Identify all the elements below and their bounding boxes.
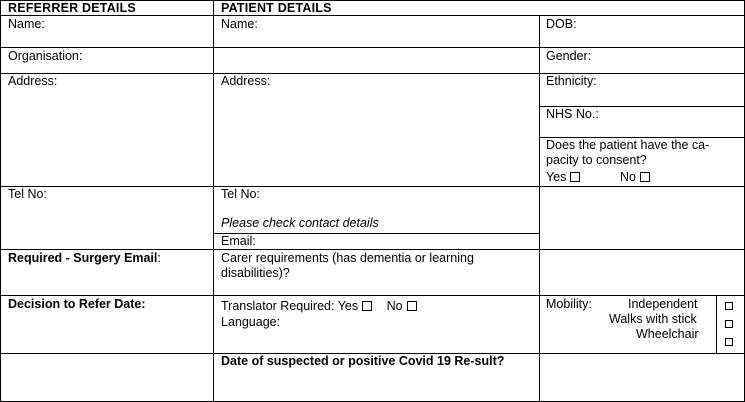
ethnicity-label: Ethnicity: bbox=[546, 74, 597, 88]
gender-label: Gender: bbox=[546, 49, 592, 63]
decision-to-refer-date-label: Decision to Refer Date: bbox=[8, 297, 146, 311]
check-contact-note: Please check contact details bbox=[221, 216, 379, 230]
mobility-label: Mobility: bbox=[546, 297, 592, 311]
referrer-name-label: Name: bbox=[8, 17, 45, 31]
referrer-address-label: Address: bbox=[8, 74, 58, 88]
mobility-option-wheelchair: Wheelchair bbox=[636, 327, 699, 341]
patient-details-header: PATIENT DETAILS bbox=[221, 1, 332, 15]
capacity-yes-label: Yes bbox=[546, 170, 567, 184]
surgery-email-label bbox=[8, 251, 161, 266]
row-divider bbox=[0, 73, 745, 74]
mobility-option-walks-with-stick: Walks with stick bbox=[609, 312, 697, 326]
dob-label: DOB: bbox=[546, 17, 577, 31]
mobility-option-independent: Independent bbox=[628, 297, 698, 311]
surgery-email-colon: : bbox=[157, 251, 161, 265]
nhs-number-label: NHS No.: bbox=[546, 107, 599, 121]
row-divider bbox=[0, 249, 745, 250]
referrer-organisation-label: Organisation: bbox=[8, 49, 83, 63]
capacity-yes-checkbox[interactable] bbox=[570, 172, 580, 182]
surgery-email-label-text: Required - Surgery Email bbox=[8, 251, 158, 265]
row-divider bbox=[0, 295, 745, 296]
mobility-checkbox-divider bbox=[716, 295, 717, 353]
covid-result-date-label: Date of suspected or positive Covid 19 Re-sult? bbox=[221, 354, 505, 368]
capacity-consent-question: Does the patient have the ca-pacity to consent? bbox=[546, 138, 710, 167]
language-label: Language: bbox=[221, 315, 281, 329]
translator-yes-checkbox[interactable] bbox=[362, 301, 372, 311]
row-divider bbox=[0, 186, 745, 187]
translator-required-row bbox=[221, 299, 417, 314]
column-divider bbox=[213, 0, 214, 402]
capacity-yes-row bbox=[546, 170, 580, 185]
capacity-no-label: No bbox=[620, 170, 636, 184]
translator-no-label: No bbox=[386, 299, 403, 313]
capacity-no-row bbox=[620, 170, 650, 185]
mobility-walks-with-stick-checkbox[interactable] bbox=[725, 320, 733, 328]
patient-email-label: Email: bbox=[221, 234, 256, 248]
mobility-wheelchair-checkbox[interactable] bbox=[725, 338, 733, 346]
mobility-independent-checkbox[interactable] bbox=[725, 302, 733, 310]
patient-address-label: Address: bbox=[221, 74, 271, 88]
patient-name-label: Name: bbox=[221, 17, 258, 31]
translator-no-checkbox[interactable] bbox=[407, 301, 417, 311]
carer-requirements-label: Carer requirements (has dementia or learning disabilities)? bbox=[221, 251, 474, 280]
referrer-details-header: REFERRER DETAILS bbox=[8, 1, 136, 15]
patient-tel-label: Tel No: bbox=[221, 187, 260, 201]
row-divider bbox=[213, 233, 539, 234]
referrer-tel-label: Tel No: bbox=[8, 187, 47, 201]
translator-yes-label: Translator Required: Yes bbox=[221, 299, 359, 313]
capacity-no-checkbox[interactable] bbox=[640, 172, 650, 182]
row-divider bbox=[0, 47, 745, 48]
